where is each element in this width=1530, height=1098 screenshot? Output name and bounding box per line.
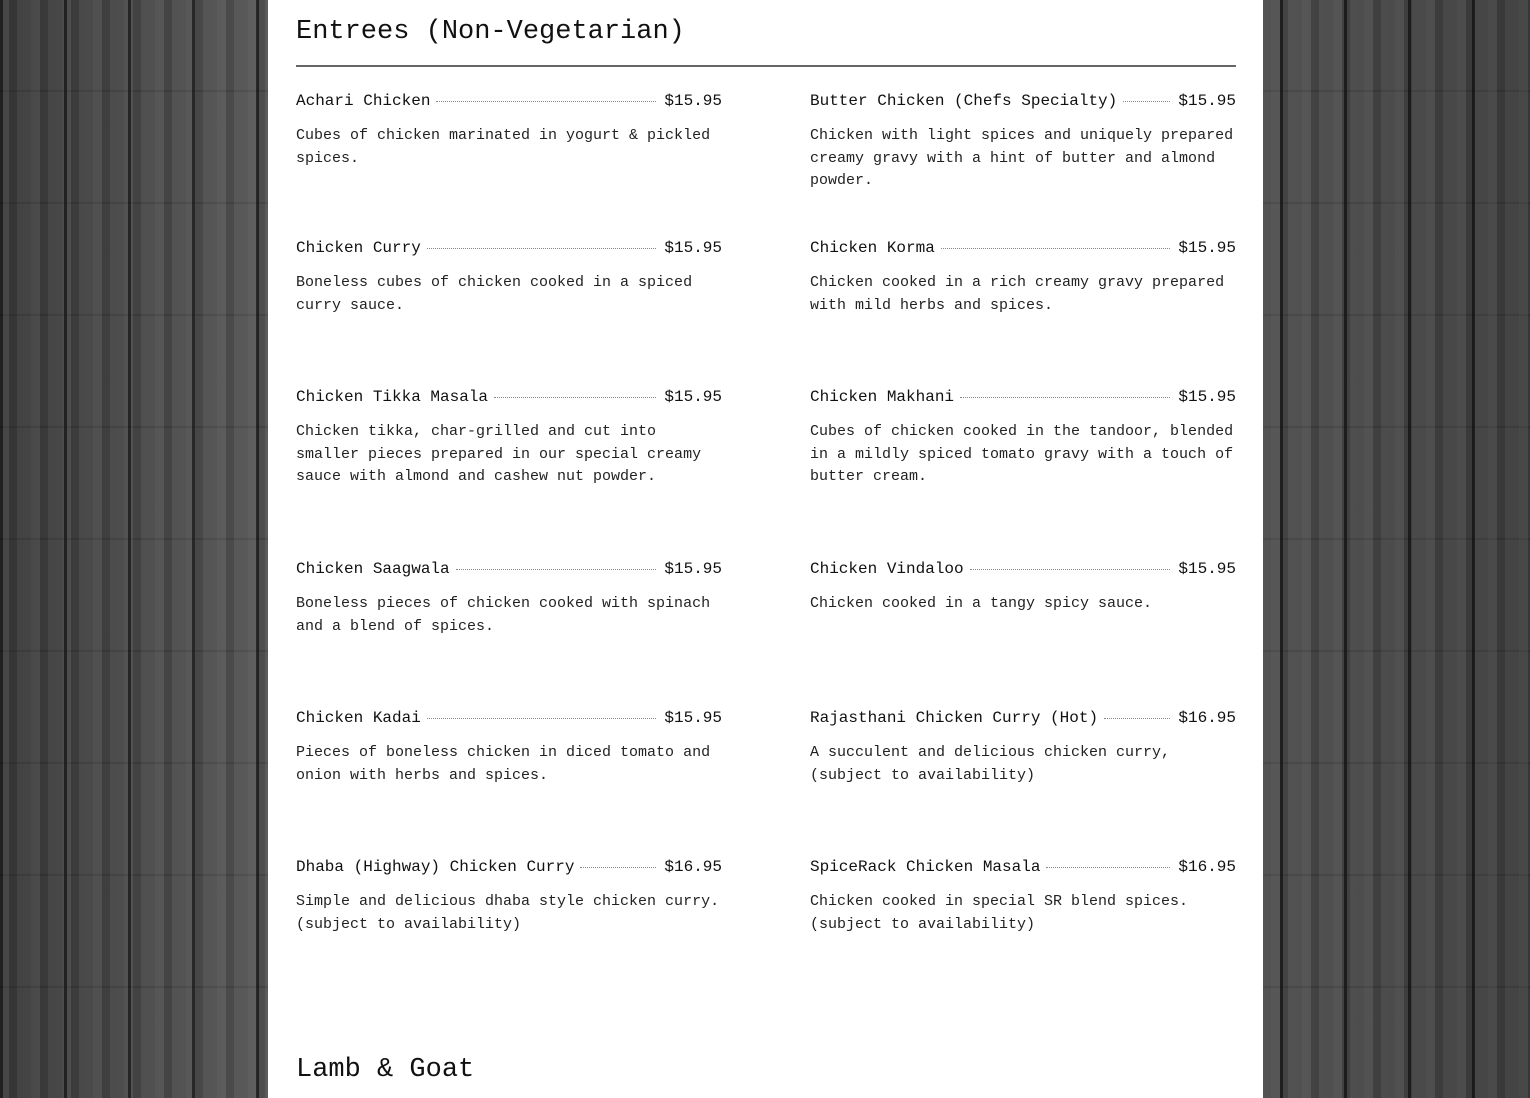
- menu-item-price: $15.95: [1178, 239, 1236, 257]
- menu-item-name: Rajasthani Chicken Curry (Hot): [810, 709, 1099, 727]
- menu-item: [296, 387, 722, 559]
- menu-item: [296, 67, 722, 238]
- dotted-leader: [941, 248, 1171, 249]
- menu-item: [810, 708, 1236, 857]
- menu-item-description: Cubes of chicken marinated in yogurt & pickled spices.: [296, 127, 711, 167]
- dotted-leader: [494, 397, 656, 398]
- menu-item: [810, 857, 1236, 1006]
- menu-item-name: Achari Chicken: [296, 92, 431, 110]
- menu-item-header: [296, 387, 722, 407]
- menu-item-description: Chicken cooked in a rich creamy gravy prepared with mild herbs and spices.: [810, 274, 1225, 314]
- menu-item-header: [296, 857, 722, 877]
- menu-item-description: A succulent and delicious chicken curry, (subject to availability): [810, 744, 1171, 784]
- menu-item-grid: [296, 67, 1236, 1006]
- menu-item-description: Chicken tikka, char-grilled and cut into smaller pieces prepared in our special creamy sauce with almond and cashew nut powder.: [296, 423, 702, 485]
- menu-item-name: Chicken Tikka Masala: [296, 388, 489, 406]
- dotted-leader: [427, 248, 657, 249]
- dotted-leader: [580, 867, 656, 868]
- menu-item-description: Chicken cooked in a tangy spicy sauce.: [810, 595, 1153, 612]
- menu-item-name: Dhaba (Highway) Chicken Curry: [296, 858, 575, 876]
- menu-item-description: Simple and delicious dhaba style chicken curry. (subject to availability): [296, 893, 720, 933]
- menu-item: [296, 857, 722, 1006]
- menu-item-description: Boneless pieces of chicken cooked with spinach and a blend of spices.: [296, 595, 711, 635]
- menu-item-price: $15.95: [1178, 92, 1236, 110]
- menu-item-header: [810, 708, 1236, 728]
- menu-item-name: Chicken Makhani: [810, 388, 955, 406]
- menu-item-price: $16.95: [1178, 858, 1236, 876]
- menu-item-header: [296, 91, 722, 111]
- menu-item-name: Butter Chicken (Chefs Specialty): [810, 92, 1118, 110]
- menu-item-header: [296, 559, 722, 579]
- dotted-leader: [970, 569, 1171, 570]
- menu-item-name: SpiceRack Chicken Masala: [810, 858, 1041, 876]
- menu-item: [810, 67, 1236, 238]
- menu-item-description: Chicken cooked in special SR blend spices. (subject to availability): [810, 893, 1189, 933]
- menu-item-price: $15.95: [664, 239, 722, 257]
- menu-item-name: Chicken Kadai: [296, 709, 421, 727]
- dotted-leader: [456, 569, 657, 570]
- menu-item-header: [810, 559, 1236, 579]
- menu-item-description: Boneless cubes of chicken cooked in a spiced curry sauce.: [296, 274, 693, 314]
- menu-item: [296, 708, 722, 857]
- menu-item: [810, 238, 1236, 387]
- menu-item-price: $15.95: [664, 92, 722, 110]
- menu-item-description: Pieces of boneless chicken in diced tomato and onion with herbs and spices.: [296, 744, 711, 784]
- menu-item-header: [810, 857, 1236, 877]
- menu-item-name: Chicken Korma: [810, 239, 935, 257]
- menu-item-price: $15.95: [664, 560, 722, 578]
- section-title-lamb-goat: Lamb & Goat: [296, 1055, 475, 1085]
- menu-panel: [268, 0, 1263, 1098]
- menu-item-price: $15.95: [664, 388, 722, 406]
- menu-item-description: Chicken with light spices and uniquely prepared creamy gravy with a hint of butter and almond powder.: [810, 127, 1234, 189]
- menu-item: [810, 387, 1236, 559]
- menu-item-header: [810, 238, 1236, 258]
- menu-item-header: [296, 708, 722, 728]
- menu-item-price: $16.95: [664, 858, 722, 876]
- menu-item-header: [810, 91, 1236, 111]
- section-title-entrees-non-veg: Entrees (Non-Vegetarian): [296, 17, 685, 47]
- menu-item: [296, 238, 722, 387]
- menu-item-price: $15.95: [664, 709, 722, 727]
- menu-item-price: $15.95: [1178, 388, 1236, 406]
- menu-item-description: Cubes of chicken cooked in the tandoor, blended in a mildly spiced tomato gravy with a touch of butter cream.: [810, 423, 1234, 485]
- dotted-leader: [1104, 718, 1170, 719]
- menu-item-header: [296, 238, 722, 258]
- dotted-leader: [1046, 867, 1170, 868]
- menu-item: [810, 559, 1236, 708]
- menu-item-header: [810, 387, 1236, 407]
- menu-item-name: Chicken Vindaloo: [810, 560, 964, 578]
- menu-item-price: $15.95: [1178, 560, 1236, 578]
- menu-item-price: $16.95: [1178, 709, 1236, 727]
- menu-item-name: Chicken Curry: [296, 239, 421, 257]
- dotted-leader: [436, 101, 656, 102]
- menu-item: [296, 559, 722, 708]
- dotted-leader: [960, 397, 1170, 398]
- dotted-leader: [427, 718, 657, 719]
- dotted-leader: [1123, 101, 1170, 102]
- menu-item-name: Chicken Saagwala: [296, 560, 450, 578]
